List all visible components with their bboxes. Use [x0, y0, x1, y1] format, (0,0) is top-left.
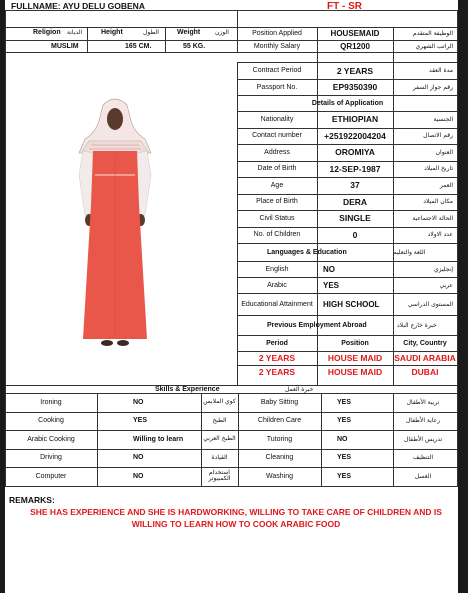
rule [393, 393, 394, 486]
skill-label: Arabic Cooking [27, 435, 75, 443]
application-label: Date of Birth [257, 165, 297, 173]
passport-label: Passport No. [256, 83, 298, 91]
employment-country: SAUDI ARABIA [394, 353, 456, 363]
salary-arabic: الراتب الشهري [415, 42, 453, 50]
religion-arabic: الديانة [67, 29, 83, 36]
position-applied-value: HOUSEMAID [330, 29, 380, 38]
employment-col-period: Period [266, 339, 288, 347]
language-arabic: إنجليزي [433, 265, 453, 273]
application-label: Nationality [260, 115, 294, 123]
employment-period: 2 YEARS [258, 353, 296, 363]
employment-period: 2 YEARS [258, 367, 296, 377]
fullname-label: FULLNAME: AYU DELU GOBENA [11, 1, 145, 11]
rule [201, 393, 202, 486]
rule [238, 393, 239, 486]
application-arabic: مكان الميلاد [423, 198, 453, 206]
skill-arabic: الطبخ [212, 416, 227, 424]
contract-label: Contract Period [252, 67, 302, 74]
contract-value: 2 YEARS [336, 65, 374, 76]
cv-page [5, 0, 458, 593]
religion-label: Religion [33, 29, 61, 36]
skill-arabic: تربية الأطفال [406, 398, 440, 406]
position-applied-label: Position Applied [252, 30, 302, 37]
language-label: Educational Attainment [241, 300, 313, 308]
skill-label: Washing [266, 472, 293, 480]
remarks-label: REMARKS: [9, 495, 55, 505]
religion-value: MUSLIM [51, 43, 79, 50]
skill-value: NO [133, 398, 144, 406]
language-value: NO [323, 264, 335, 274]
skill-label: Cooking [38, 417, 64, 425]
language-value: HIGH SCHOOL [323, 299, 380, 309]
skill-label: Tutoring [266, 435, 293, 443]
application-arabic: عدد الاولاد [427, 231, 453, 239]
skill-value: YES [337, 417, 352, 425]
application-label: Contact number [252, 132, 302, 140]
candidate-photo [65, 95, 165, 351]
position-applied-arabic: الوظيفة المتقدم [412, 30, 453, 37]
skill-arabic: القيادة [211, 453, 228, 461]
employment-col-country: City, Country [403, 339, 447, 347]
reference-code: FT - SR [327, 1, 362, 12]
skill-value: NO [337, 435, 348, 443]
rule [5, 385, 458, 386]
passport-value: EP9350390 [332, 82, 378, 92]
language-arabic: عربي [439, 281, 453, 289]
passport-arabic: رقم جواز السفر [412, 83, 453, 91]
weight-arabic: الوزن [215, 29, 229, 36]
rule [5, 486, 458, 487]
skill-arabic: الطبخ العربي [203, 435, 236, 443]
languages-title: Languages & Education [267, 248, 347, 256]
application-arabic: العنوان [435, 148, 453, 156]
salary-value: QR1200 [340, 41, 370, 51]
skill-value: YES [337, 398, 352, 406]
skill-value: YES [337, 454, 352, 462]
skill-label: Baby Sitting [260, 398, 299, 406]
employment-position: HOUSE MAID [327, 353, 383, 363]
application-arabic: الجنسية [433, 115, 453, 123]
application-value: 0 [352, 229, 358, 240]
skill-label: Children Care [257, 417, 302, 425]
application-value: DERA [342, 196, 368, 207]
application-value: +251922004204 [324, 130, 386, 141]
application-value: 37 [350, 180, 360, 191]
rule [457, 10, 458, 486]
skill-value: NO [133, 454, 144, 462]
skill-arabic: استخدام الكمبيوتر [208, 469, 231, 483]
application-arabic: العمر [439, 181, 453, 189]
skills-title-arabic: خبرة العمل [285, 386, 314, 393]
employment-title-arabic: خبرة خارج البلاد [397, 321, 437, 329]
application-value: SINGLE [339, 213, 371, 224]
application-label: No. of Children [253, 231, 301, 239]
skill-label: Ironing [40, 398, 62, 406]
languages-title-arabic: اللغة والتعليم [393, 248, 426, 256]
skill-label: Cleaning [265, 454, 294, 462]
application-value: 12-SEP-1987 [329, 163, 381, 174]
skill-label: Computer [35, 472, 67, 480]
weight-value: 55 KG. [183, 43, 206, 50]
employment-col-position: Position [341, 339, 369, 347]
skill-arabic: كوي الملابس [203, 398, 236, 406]
weight-label: Weight [177, 29, 201, 36]
height-value: 165 CM. [125, 43, 152, 50]
skill-value: NO [133, 472, 144, 480]
employment-position: HOUSE MAID [327, 367, 383, 377]
application-label: Place of Birth [256, 198, 298, 206]
employment-title: Previous Employment Abroad [267, 321, 367, 329]
rule [5, 52, 458, 53]
language-value: YES [323, 280, 340, 290]
skill-arabic: تدريس الأطفال [403, 435, 443, 443]
application-arabic: رقم الاتصال [423, 132, 453, 140]
skill-arabic: رعاية الأطفال [405, 417, 441, 425]
rule [321, 393, 322, 486]
skill-value: Willing to learn [133, 435, 184, 443]
application-label: Civil Status [259, 214, 295, 222]
rule [5, 40, 237, 41]
height-label: Height [101, 29, 123, 36]
language-arabic: المستوى الدراسي [407, 300, 453, 308]
application-label: Address [264, 148, 290, 156]
rule [97, 393, 98, 486]
employment-country: DUBAI [411, 367, 439, 377]
application-value: OROMIYA [335, 147, 375, 158]
remarks-text: SHE HAS EXPERIENCE AND SHE IS HARDWORKING, WILLING TO TAKE CARE OF CHILDREN AND IS WILLING TO LEARN HOW TO COOK ARABIC FOOD [30, 507, 442, 529]
salary-label: Monthly Salary [253, 42, 301, 50]
application-title: Details of Application [311, 99, 384, 107]
application-arabic: الحالة الاجتماعية [412, 214, 453, 222]
skill-value: YES [337, 472, 352, 480]
skills-title: Skills & Experience [155, 386, 220, 393]
skill-label: Driving [40, 454, 62, 462]
height-arabic: الطول [143, 29, 159, 36]
application-value: ETHIOPIAN [331, 114, 379, 125]
skill-value: YES [133, 417, 148, 425]
application-label: Age [270, 181, 284, 189]
application-arabic: تاريخ الميلاد [424, 165, 453, 173]
skill-arabic: الغسل [414, 472, 432, 480]
contract-arabic: مدة العقد [429, 67, 453, 74]
language-label: Arabic [267, 281, 287, 289]
language-label: English [265, 265, 289, 273]
skill-arabic: التنظيف [412, 454, 434, 462]
